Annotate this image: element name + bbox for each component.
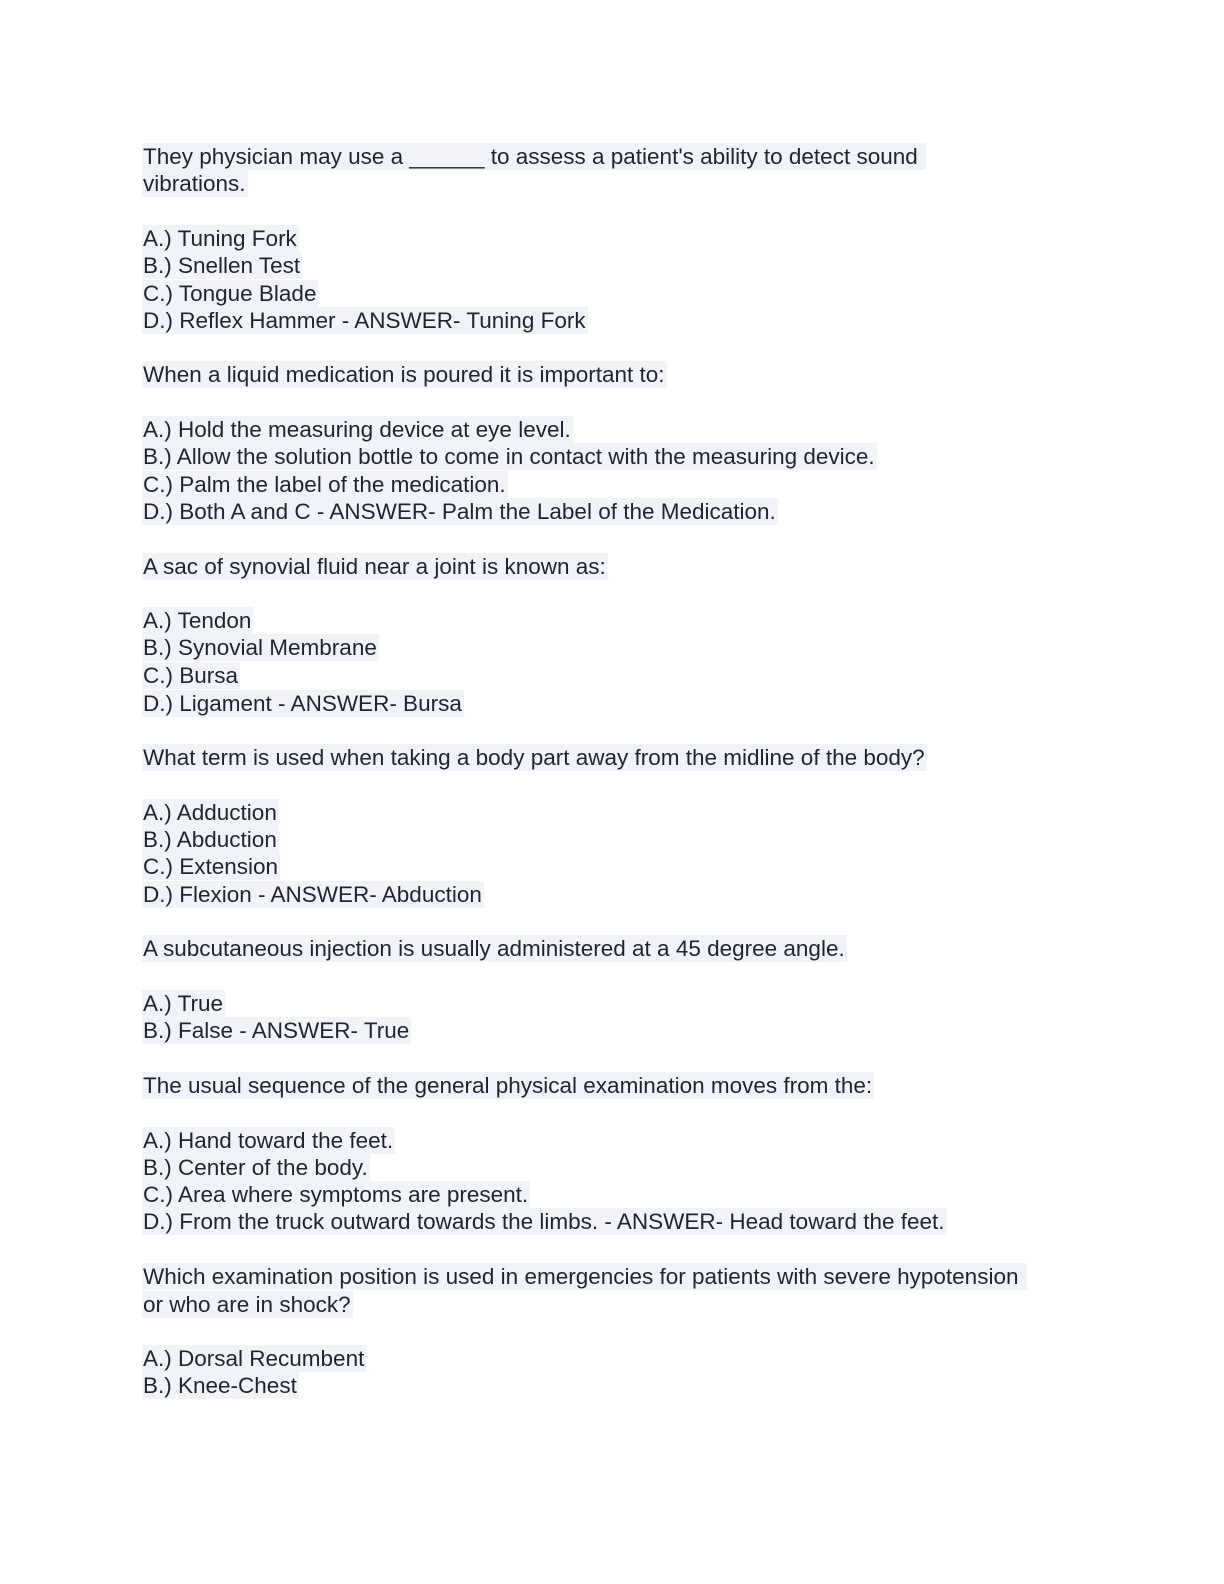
- question-3-option-b: B.) Synovial Membrane: [143, 635, 377, 660]
- question-2-option-c: C.) Palm the label of the medication.: [143, 472, 506, 497]
- question-6-option-a: A.) Hand toward the feet.: [143, 1128, 394, 1153]
- question-5-line-1: A subcutaneous injection is usually administered at a 45 degree angle.: [143, 936, 845, 961]
- question-6-option-c: C.) Area where symptoms are present.: [143, 1182, 529, 1207]
- question-4-option-c: C.) Extension: [143, 854, 279, 879]
- question-1-option-a: A.) Tuning Fork: [143, 226, 297, 251]
- question-1-line-1: They physician may use a ______ to assess a patient's ability to detect sound: [143, 144, 925, 169]
- question-2-option-a: A.) Hold the measuring device at eye level.: [143, 417, 571, 442]
- question-2-line-1: When a liquid medication is poured it is important to:: [143, 362, 665, 387]
- question-3-line-1: A sac of synovial fluid near a joint is known as:: [143, 554, 606, 579]
- question-3-option-d-answer: D.) Ligament - ANSWER- Bursa: [143, 691, 462, 716]
- question-6-option-d-answer: D.) From the truck outward towards the limbs. - ANSWER- Head toward the feet.: [143, 1209, 945, 1234]
- question-2-option-b: B.) Allow the solution bottle to come in contact with the measuring device.: [143, 444, 875, 469]
- question-3-option-a: A.) Tendon: [143, 608, 252, 633]
- question-1-option-d-answer: D.) Reflex Hammer - ANSWER- Tuning Fork: [143, 308, 586, 333]
- question-7-option-a: A.) Dorsal Recumbent: [143, 1346, 365, 1371]
- question-1-option-c: C.) Tongue Blade: [143, 281, 317, 306]
- question-3-option-c: C.) Bursa: [143, 663, 239, 688]
- question-4-option-b: B.) Abduction: [143, 827, 277, 852]
- question-4-option-a: A.) Adduction: [143, 800, 277, 825]
- question-6-line-1: The usual sequence of the general physical examination moves from the:: [143, 1073, 873, 1098]
- question-7-line-2: or who are in shock?: [143, 1292, 351, 1317]
- question-4-option-d-answer: D.) Flexion - ANSWER- Abduction: [143, 882, 482, 907]
- question-2-option-d-answer: D.) Both A and C - ANSWER- Palm the Label of the Medication.: [143, 499, 776, 524]
- question-1-option-b: B.) Snellen Test: [143, 253, 301, 278]
- question-5-option-b-answer: B.) False - ANSWER- True: [143, 1018, 410, 1043]
- question-7-line-1: Which examination position is used in emergencies for patients with severe hypotension: [143, 1264, 1025, 1289]
- question-1-line-2: vibrations.: [143, 171, 246, 196]
- question-4-line-1: What term is used when taking a body part away from the midline of the body?: [143, 745, 925, 770]
- question-6-option-b: B.) Center of the body.: [143, 1155, 368, 1180]
- question-5-option-a: A.) True: [143, 991, 224, 1016]
- question-7-option-b: B.) Knee-Chest: [143, 1373, 297, 1398]
